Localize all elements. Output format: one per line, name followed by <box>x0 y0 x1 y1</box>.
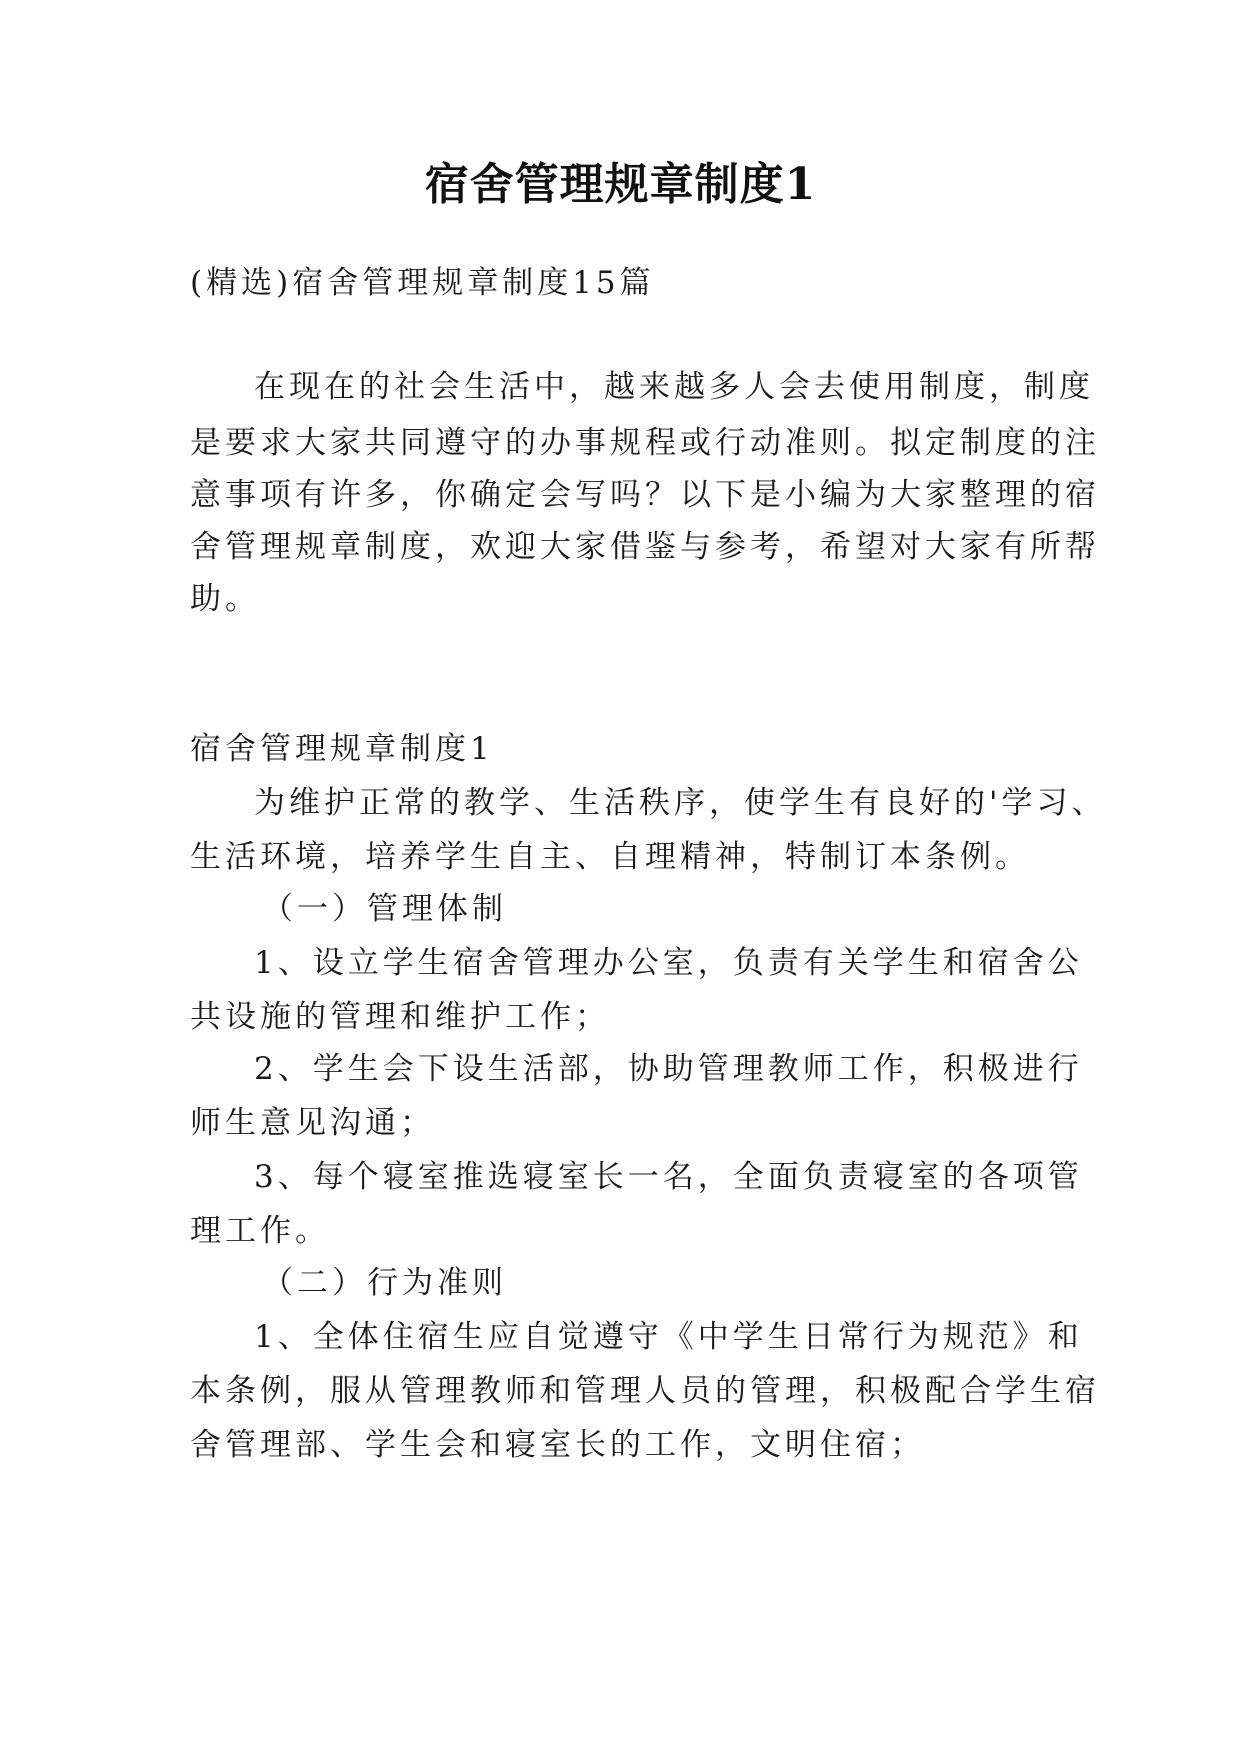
paragraph-line: 1、设立学生宿舍管理办公室，负责有关学生和宿舍公 <box>254 945 1083 981</box>
paragraph-line: 意事项有许多，你确定会写吗？以下是小编为大家整理的宿 <box>190 477 1100 513</box>
paragraph-line: 舍管理规章制度，欢迎大家借鉴与参考，希望对大家有所帮 <box>190 529 1100 565</box>
paragraph-line: 是要求大家共同遵守的办事规程或行动准则。拟定制度的注 <box>190 425 1100 461</box>
paragraph-line: 生活环境，培养学生自主、自理精神，特制订本条例。 <box>190 839 1030 875</box>
paragraph-line: 2、学生会下设生活部，协助管理教师工作，积极进行 <box>254 1051 1083 1087</box>
document-subtitle: (精选)宿舍管理规章制度15篇 <box>190 265 655 301</box>
paragraph-line: 共设施的管理和维护工作； <box>190 999 610 1035</box>
paragraph-line: 1、全体住宿生应自觉遵守《中学生日常行为规范》和 <box>254 1319 1083 1355</box>
paragraph-line: 本条例，服从管理教师和管理人员的管理，积极配合学生宿 <box>190 1373 1100 1409</box>
paragraph-line: 理工作。 <box>190 1213 330 1249</box>
paragraph-line: 3、每个寝室推选寝室长一名，全面负责寝室的各项管 <box>254 1159 1083 1195</box>
paragraph-line: 师生意见沟通； <box>190 1105 435 1141</box>
part2-heading: （二）行为准则 <box>262 1265 507 1301</box>
paragraph-line: 舍管理部、学生会和寝室长的工作，文明住宿； <box>190 1427 925 1463</box>
document-title: 宿舍管理规章制度1 <box>424 159 817 210</box>
section-heading: 宿舍管理规章制度1 <box>190 731 494 767</box>
paragraph-line: 为维护正常的教学、生活秩序，使学生有良好的'学习、 <box>254 785 1107 821</box>
paragraph-line: 在现在的社会生活中，越来越多人会去使用制度，制度 <box>254 369 1094 405</box>
paragraph-line: 助。 <box>190 581 260 617</box>
part1-heading: （一）管理体制 <box>262 891 507 927</box>
